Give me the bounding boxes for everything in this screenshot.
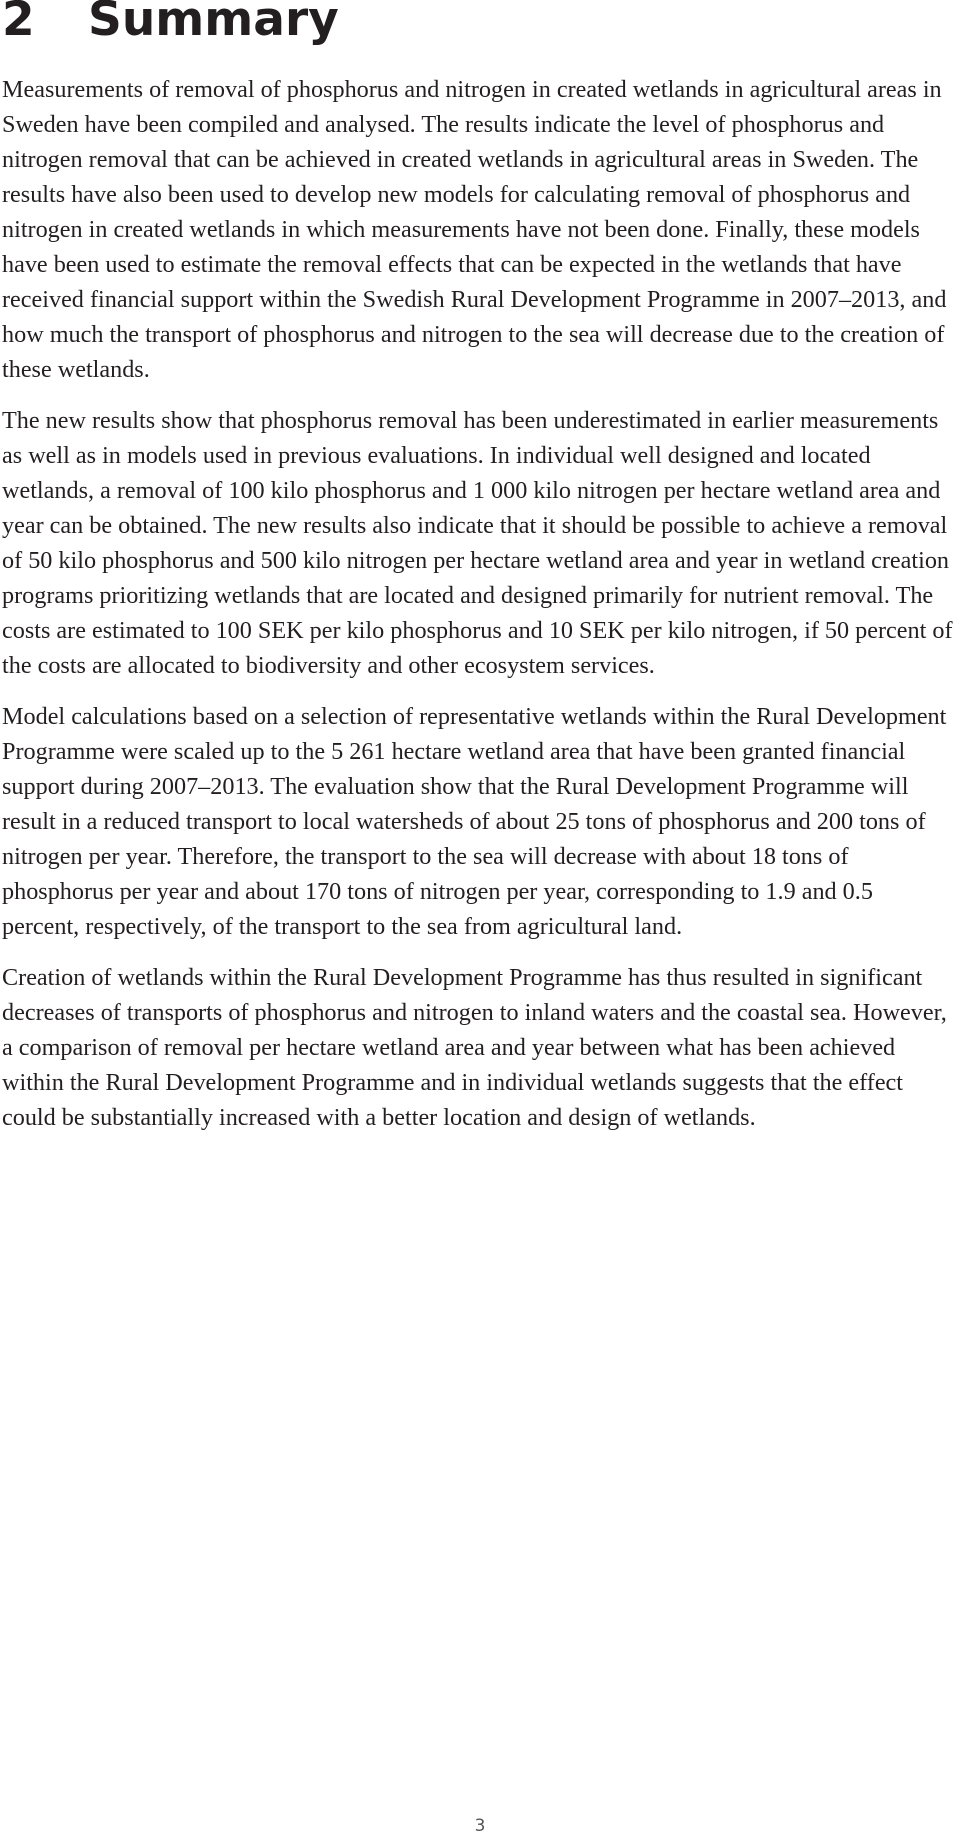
paragraph-1: Measurements of removal of phosphorus and nitrogen in created wetlands in agricultural areas in Sweden have been compiled and analysed. The results indicate the level of phosphorus and nitrogen removal that can be achieved in created wetlands in agricultural areas in Sweden. The results have also been used to develop new models for calculating removal of phosphorus and nitrogen in created wetlands in which measurements have not been done. Finally, these models have been used to estimate the removal effects that can be expected in the wetlands that have received financial support within the Swedish Rural Development Programme in 2007–2013, and how much the transport of phosphorus and nitrogen to the sea will decrease due to the creation of these wetlands. bbox=[2, 76, 947, 383]
section-title: Summary bbox=[88, 0, 339, 47]
section-heading bbox=[2, 0, 339, 48]
paragraph-2: The new results show that phosphorus removal has been underestimated in earlier measurements as well as in models used in previous evaluations. In individual well designed and located wetlands, a removal of 100 kilo phosphorus and 1 000 kilo nitrogen per hectare wetland area and year can be obtained. The new results also indicate that it should be possible to achieve a removal of 50 kilo phosphorus and 500 kilo nitrogen per hectare wetland area and year in wetland creation programs prioritizing wetlands that are located and designed primarily for nutrient removal. The costs are estimated to 100 SEK per kilo phosphorus and 10 SEK per kilo nitrogen, if 50 percent of the costs are allocated to biodiversity and other ecosystem services. bbox=[2, 407, 953, 679]
page-number: 3 bbox=[474, 1816, 486, 1836]
section-number: 2 bbox=[2, 0, 35, 47]
summary-body bbox=[2, 72, 954, 1151]
paragraph-4: Creation of wetlands within the Rural Development Programme has thus resulted in significant decreases of transports of phosphorus and nitrogen to inland waters and the coastal sea. However, a comparison of removal per hectare wetland area and year between what has been achieved within the Rural Development Programme and in individual wetlands suggests that the effect could be substantially increased with a better location and design of wetlands. bbox=[2, 964, 947, 1131]
paragraph-3: Model calculations based on a selection of representative wetlands within the Rural Development Programme were scaled up to the 5 261 hectare wetland area that have been granted financial support during 2007–2013. The evaluation show that the Rural Development Programme will result in a reduced transport to local watersheds of about 25 tons of phosphorus and 200 tons of nitrogen per year. Therefore, the transport to the sea will decrease with about 18 tons of phosphorus per year and about 170 tons of nitrogen per year, corresponding to 1.9 and 0.5 percent, respectively, of the transport to the sea from agricultural land. bbox=[2, 703, 947, 940]
